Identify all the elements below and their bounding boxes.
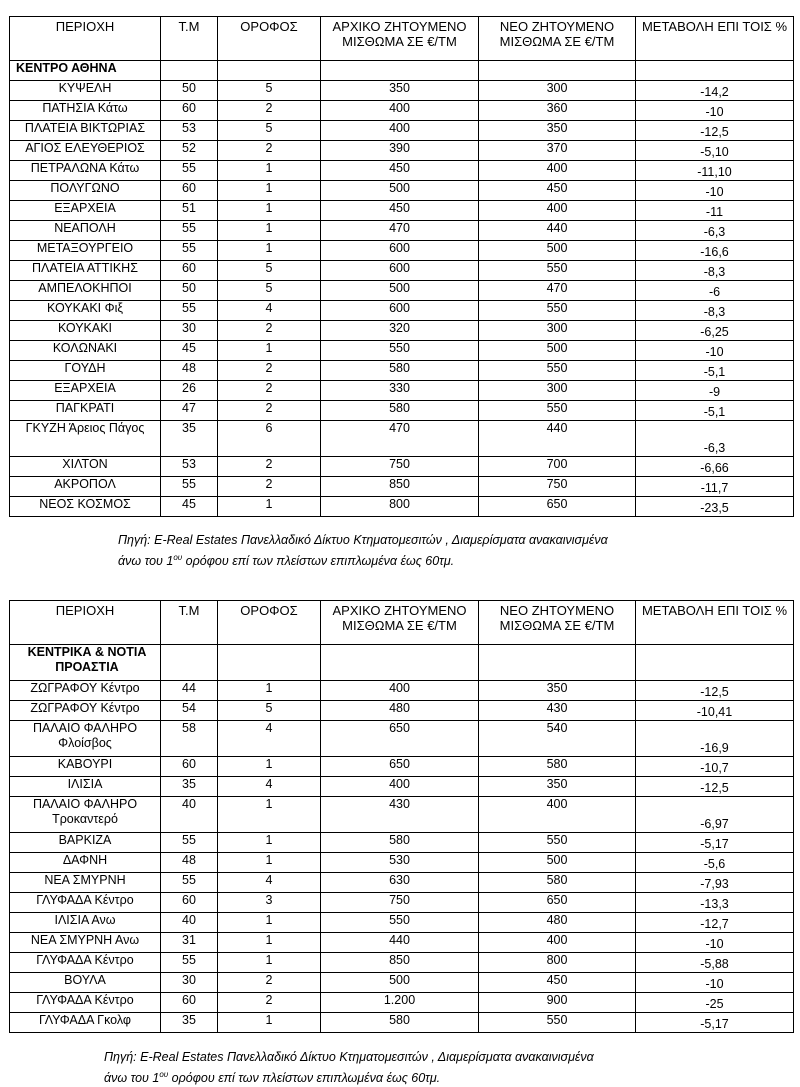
cell-floor: 1 [218, 1013, 321, 1033]
cell-area: ΑΜΠΕΛΟΚΗΠΟΙ [10, 281, 161, 301]
table-row [10, 141, 794, 161]
rent-table-southern-suburbs [9, 600, 794, 1033]
cell-sqm: 55 [161, 953, 218, 973]
cell-sqm: 60 [161, 261, 218, 281]
cell-change: -5,1 [636, 401, 794, 421]
cell-initial-rent: 600 [321, 301, 479, 321]
table-row [10, 281, 794, 301]
cell-floor: 5 [218, 121, 321, 141]
cell-new-rent: 550 [479, 261, 636, 281]
cell-area: ΙΛΙΣΙΑ [10, 777, 161, 797]
table-row [10, 797, 794, 833]
cell-change: -10,7 [636, 757, 794, 777]
cell-initial-rent: 320 [321, 321, 479, 341]
cell-sqm: 31 [161, 933, 218, 953]
cell-sqm: 47 [161, 401, 218, 421]
cell-initial-rent: 580 [321, 1013, 479, 1033]
cell-area: ΠΛΑΤΕΙΑ ΒΙΚΤΩΡΙΑΣ [10, 121, 161, 141]
empty-cell [636, 645, 794, 681]
cell-new-rent: 350 [479, 681, 636, 701]
cell-new-rent: 300 [479, 381, 636, 401]
header-sqm: Τ.Μ [161, 17, 218, 61]
cell-area: ΑΓΙΟΣ ΕΛΕΥΘΕΡΙΟΣ [10, 141, 161, 161]
table-row [10, 497, 794, 517]
cell-sqm: 40 [161, 797, 218, 833]
table-row [10, 853, 794, 873]
cell-floor: 2 [218, 381, 321, 401]
cell-sqm: 53 [161, 457, 218, 477]
cell-change: -14,2 [636, 81, 794, 101]
cell-initial-rent: 530 [321, 853, 479, 873]
table-row [10, 361, 794, 381]
cell-change: -25 [636, 993, 794, 1013]
cell-floor: 1 [218, 181, 321, 201]
cell-sqm: 30 [161, 973, 218, 993]
cell-area: ΚΑΒΟΥΡΙ [10, 757, 161, 777]
cell-initial-rent: 400 [321, 777, 479, 797]
section-title: ΚΕΝΤΡΙΚΑ & ΝΟΤΙΑ ΠΡΟΑΣΤΙΑ [10, 645, 161, 681]
cell-floor: 5 [218, 81, 321, 101]
cell-area: ΧΙΛΤΟΝ [10, 457, 161, 477]
empty-cell [636, 61, 794, 81]
cell-floor: 2 [218, 457, 321, 477]
header-change: ΜΕΤΑΒΟΛΗ ΕΠΙ ΤΟΙΣ % [636, 601, 794, 645]
cell-sqm: 30 [161, 321, 218, 341]
cell-floor: 2 [218, 993, 321, 1013]
cell-floor: 2 [218, 101, 321, 121]
cell-sqm: 48 [161, 361, 218, 381]
table-row [10, 81, 794, 101]
cell-sqm: 55 [161, 833, 218, 853]
header-new-rent: ΝΕΟ ΖΗΤΟΥΜΕΝΟ ΜΙΣΘΩΜΑ ΣΕ €/ΤΜ [479, 17, 636, 61]
cell-area: ΠΟΛΥΓΩΝΟ [10, 181, 161, 201]
table-row [10, 777, 794, 797]
table-row [10, 221, 794, 241]
cell-sqm: 40 [161, 913, 218, 933]
cell-floor: 1 [218, 933, 321, 953]
cell-area: ΓΛΥΦΑΔΑ Κέντρο [10, 953, 161, 973]
cell-change: -6,66 [636, 457, 794, 477]
cell-initial-rent: 630 [321, 873, 479, 893]
cell-sqm: 60 [161, 757, 218, 777]
cell-new-rent: 550 [479, 833, 636, 853]
cell-initial-rent: 550 [321, 913, 479, 933]
table-row [10, 101, 794, 121]
cell-new-rent: 580 [479, 873, 636, 893]
cell-initial-rent: 400 [321, 681, 479, 701]
section-title: ΚΕΝΤΡΟ ΑΘΗΝΑ [10, 61, 161, 81]
table-row [10, 301, 794, 321]
cell-area: ΒΟΥΛΑ [10, 973, 161, 993]
cell-sqm: 26 [161, 381, 218, 401]
source-note-line2a: άνω του 1 [104, 1071, 160, 1086]
cell-sqm: 51 [161, 201, 218, 221]
cell-initial-rent: 500 [321, 181, 479, 201]
cell-new-rent: 400 [479, 797, 636, 833]
cell-change: -10,41 [636, 701, 794, 721]
cell-sqm: 35 [161, 777, 218, 797]
cell-change: -6,3 [636, 421, 794, 457]
table-body [10, 645, 794, 1033]
cell-new-rent: 430 [479, 701, 636, 721]
cell-new-rent: 650 [479, 497, 636, 517]
table-row [10, 477, 794, 497]
cell-new-rent: 370 [479, 141, 636, 161]
empty-cell [218, 61, 321, 81]
cell-area: ΠΑΤΗΣΙΑ Κάτω [10, 101, 161, 121]
cell-new-rent: 650 [479, 893, 636, 913]
cell-sqm: 54 [161, 701, 218, 721]
source-note-sup: ου [159, 1070, 169, 1079]
cell-floor: 2 [218, 401, 321, 421]
cell-area: ΑΚΡΟΠΟΛ [10, 477, 161, 497]
cell-change: -11,10 [636, 161, 794, 181]
cell-sqm: 53 [161, 121, 218, 141]
cell-new-rent: 360 [479, 101, 636, 121]
cell-sqm: 35 [161, 1013, 218, 1033]
cell-initial-rent: 390 [321, 141, 479, 161]
cell-area: ΙΛΙΣΙΑ Ανω [10, 913, 161, 933]
cell-floor: 1 [218, 341, 321, 361]
cell-new-rent: 400 [479, 161, 636, 181]
cell-new-rent: 500 [479, 341, 636, 361]
cell-sqm: 55 [161, 873, 218, 893]
cell-sqm: 45 [161, 341, 218, 361]
table-row [10, 757, 794, 777]
cell-floor: 1 [218, 797, 321, 833]
cell-sqm: 55 [161, 161, 218, 181]
cell-sqm: 35 [161, 421, 218, 457]
cell-floor: 1 [218, 497, 321, 517]
cell-sqm: 60 [161, 101, 218, 121]
cell-change: -12,5 [636, 777, 794, 797]
cell-change: -10 [636, 933, 794, 953]
cell-sqm: 55 [161, 241, 218, 261]
cell-initial-rent: 600 [321, 241, 479, 261]
cell-floor: 1 [218, 161, 321, 181]
empty-cell [321, 645, 479, 681]
cell-new-rent: 470 [479, 281, 636, 301]
cell-sqm: 45 [161, 497, 218, 517]
cell-floor: 1 [218, 953, 321, 973]
cell-area: ΝΕΑΠΟΛΗ [10, 221, 161, 241]
cell-area: ΚΥΨΕΛΗ [10, 81, 161, 101]
cell-change: -6,97 [636, 797, 794, 833]
cell-initial-rent: 350 [321, 81, 479, 101]
cell-sqm: 60 [161, 993, 218, 1013]
cell-initial-rent: 500 [321, 973, 479, 993]
cell-floor: 5 [218, 701, 321, 721]
cell-floor: 2 [218, 321, 321, 341]
cell-floor: 1 [218, 221, 321, 241]
table-row [10, 993, 794, 1013]
cell-area: ΠΑΛΑΙΟ ΦΑΛΗΡΟ Τροκαντερό [10, 797, 161, 833]
cell-change: -5,1 [636, 361, 794, 381]
cell-area: ΠΛΑΤΕΙΑ ΑΤΤΙΚΗΣ [10, 261, 161, 281]
cell-new-rent: 300 [479, 321, 636, 341]
cell-initial-rent: 400 [321, 121, 479, 141]
cell-change: -10 [636, 973, 794, 993]
cell-initial-rent: 850 [321, 477, 479, 497]
table-row [10, 457, 794, 477]
cell-initial-rent: 580 [321, 361, 479, 381]
empty-cell [161, 645, 218, 681]
cell-initial-rent: 580 [321, 401, 479, 421]
cell-change: -5,10 [636, 141, 794, 161]
source-note [118, 531, 608, 570]
cell-change: -10 [636, 101, 794, 121]
source-note-line2 [104, 1066, 594, 1087]
header-area: ΠΕΡΙΟΧΗ [10, 17, 161, 61]
cell-change: -12,5 [636, 681, 794, 701]
cell-new-rent: 540 [479, 721, 636, 757]
cell-area: ΜΕΤΑΞΟΥΡΓΕΙΟ [10, 241, 161, 261]
cell-sqm: 44 [161, 681, 218, 701]
table-row [10, 381, 794, 401]
cell-change: -5,88 [636, 953, 794, 973]
cell-initial-rent: 750 [321, 893, 479, 913]
header-initial-rent: ΑΡΧΙΚΟ ΖΗΤΟΥΜΕΝΟ ΜΙΣΘΩΜΑ ΣΕ €/ΤΜ [321, 601, 479, 645]
source-note-line2b: ορόφου επί των πλείστων επιπλωμένα έως 60τμ. [182, 554, 455, 569]
cell-floor: 4 [218, 873, 321, 893]
cell-sqm: 55 [161, 221, 218, 241]
cell-initial-rent: 480 [321, 701, 479, 721]
cell-area: ΕΞΑΡΧΕΙΑ [10, 381, 161, 401]
cell-change: -8,3 [636, 301, 794, 321]
cell-area: ΝΕΟΣ ΚΟΣΜΟΣ [10, 497, 161, 517]
cell-floor: 1 [218, 757, 321, 777]
cell-sqm: 50 [161, 281, 218, 301]
cell-new-rent: 550 [479, 361, 636, 381]
cell-sqm: 60 [161, 181, 218, 201]
cell-area: ΔΑΦΝΗ [10, 853, 161, 873]
cell-initial-rent: 330 [321, 381, 479, 401]
cell-floor: 1 [218, 241, 321, 261]
cell-change: -13,3 [636, 893, 794, 913]
cell-new-rent: 550 [479, 301, 636, 321]
cell-area: ΝΕΑ ΣΜΥΡΝΗ [10, 873, 161, 893]
header-floor: ΟΡΟΦΟΣ [218, 17, 321, 61]
cell-sqm: 60 [161, 893, 218, 913]
header-sqm: Τ.Μ [161, 601, 218, 645]
source-note [104, 1048, 594, 1087]
cell-area: ΝΕΑ ΣΜΥΡΝΗ Ανω [10, 933, 161, 953]
cell-area: ΚΟΛΩΝΑΚΙ [10, 341, 161, 361]
header-change: ΜΕΤΑΒΟΛΗ ΕΠΙ ΤΟΙΣ % [636, 17, 794, 61]
cell-change: -5,17 [636, 1013, 794, 1033]
source-note-line1: Πηγή: E-Real Estates Πανελλαδικό Δίκτυο Κτηματομεσιτών , Διαμερίσματα ανακαινισμένα [104, 1050, 594, 1064]
table-row [10, 321, 794, 341]
cell-initial-rent: 650 [321, 757, 479, 777]
table-row [10, 261, 794, 281]
cell-floor: 1 [218, 853, 321, 873]
cell-initial-rent: 500 [321, 281, 479, 301]
cell-floor: 5 [218, 261, 321, 281]
header-area: ΠΕΡΙΟΧΗ [10, 601, 161, 645]
cell-new-rent: 500 [479, 241, 636, 261]
cell-change: -11 [636, 201, 794, 221]
cell-area: ΕΞΑΡΧΕΙΑ [10, 201, 161, 221]
cell-area: ΓΚΥΖΗ Άρειος Πάγος [10, 421, 161, 457]
cell-sqm: 52 [161, 141, 218, 161]
cell-area: ΖΩΓΡΑΦΟΥ Κέντρο [10, 701, 161, 721]
cell-area: ΚΟΥΚΑΚΙ [10, 321, 161, 341]
table-body [10, 61, 794, 517]
source-note-sup: ου [173, 553, 183, 562]
cell-initial-rent: 580 [321, 833, 479, 853]
cell-floor: 2 [218, 477, 321, 497]
cell-floor: 6 [218, 421, 321, 457]
cell-initial-rent: 470 [321, 221, 479, 241]
cell-new-rent: 580 [479, 757, 636, 777]
table-row [10, 893, 794, 913]
cell-floor: 2 [218, 973, 321, 993]
cell-initial-rent: 600 [321, 261, 479, 281]
table-row [10, 1013, 794, 1033]
table-row [10, 121, 794, 141]
empty-cell [218, 645, 321, 681]
cell-change: -6,25 [636, 321, 794, 341]
cell-area: ΓΛΥΦΑΔΑ Γκολφ [10, 1013, 161, 1033]
cell-floor: 3 [218, 893, 321, 913]
cell-initial-rent: 750 [321, 457, 479, 477]
table-row [10, 421, 794, 457]
cell-initial-rent: 470 [321, 421, 479, 457]
cell-new-rent: 800 [479, 953, 636, 973]
cell-floor: 1 [218, 913, 321, 933]
empty-cell [479, 61, 636, 81]
cell-new-rent: 450 [479, 181, 636, 201]
cell-initial-rent: 450 [321, 161, 479, 181]
rent-table-athens-center [9, 16, 794, 517]
cell-sqm: 55 [161, 477, 218, 497]
cell-change: -12,5 [636, 121, 794, 141]
cell-new-rent: 900 [479, 993, 636, 1013]
header-new-rent: ΝΕΟ ΖΗΤΟΥΜΕΝΟ ΜΙΣΘΩΜΑ ΣΕ €/ΤΜ [479, 601, 636, 645]
table-row [10, 913, 794, 933]
cell-change: -6,3 [636, 221, 794, 241]
table-row [10, 161, 794, 181]
cell-change: -5,17 [636, 833, 794, 853]
source-note-line2b: ορόφου επί των πλείστων επιπλωμένα έως 60τμ. [168, 1071, 441, 1086]
cell-new-rent: 400 [479, 933, 636, 953]
cell-change: -6 [636, 281, 794, 301]
cell-change: -10 [636, 341, 794, 361]
table-row [10, 973, 794, 993]
cell-new-rent: 550 [479, 401, 636, 421]
cell-new-rent: 300 [479, 81, 636, 101]
cell-sqm: 48 [161, 853, 218, 873]
cell-floor: 2 [218, 141, 321, 161]
table-row [10, 953, 794, 973]
empty-cell [161, 61, 218, 81]
table-row [10, 933, 794, 953]
table-row [10, 241, 794, 261]
header-initial-rent: ΑΡΧΙΚΟ ΖΗΤΟΥΜΕΝΟ ΜΙΣΘΩΜΑ ΣΕ €/ΤΜ [321, 17, 479, 61]
cell-change: -7,93 [636, 873, 794, 893]
cell-floor: 4 [218, 721, 321, 757]
cell-area: ΓΛΥΦΑΔΑ Κέντρο [10, 993, 161, 1013]
cell-new-rent: 400 [479, 201, 636, 221]
table-row [10, 873, 794, 893]
cell-new-rent: 750 [479, 477, 636, 497]
table-row [10, 201, 794, 221]
cell-area: ΓΛΥΦΑΔΑ Κέντρο [10, 893, 161, 913]
cell-initial-rent: 400 [321, 101, 479, 121]
table-row [10, 341, 794, 361]
cell-initial-rent: 650 [321, 721, 479, 757]
cell-new-rent: 350 [479, 777, 636, 797]
table-row [10, 181, 794, 201]
empty-cell [321, 61, 479, 81]
cell-floor: 4 [218, 777, 321, 797]
cell-new-rent: 350 [479, 121, 636, 141]
cell-new-rent: 500 [479, 853, 636, 873]
cell-new-rent: 450 [479, 973, 636, 993]
cell-initial-rent: 430 [321, 797, 479, 833]
cell-area: ΠΕΤΡΑΛΩΝΑ Κάτω [10, 161, 161, 181]
cell-area: ΓΟΥΔΗ [10, 361, 161, 381]
header-floor: ΟΡΟΦΟΣ [218, 601, 321, 645]
table-row [10, 833, 794, 853]
table-row [10, 681, 794, 701]
cell-area: ΖΩΓΡΑΦΟΥ Κέντρο [10, 681, 161, 701]
cell-initial-rent: 800 [321, 497, 479, 517]
cell-change: -10 [636, 181, 794, 201]
cell-floor: 1 [218, 201, 321, 221]
cell-change: -8,3 [636, 261, 794, 281]
cell-floor: 4 [218, 301, 321, 321]
cell-new-rent: 440 [479, 221, 636, 241]
source-note-line1: Πηγή: E-Real Estates Πανελλαδικό Δίκτυο Κτηματομεσιτών , Διαμερίσματα ανακαινισμένα [118, 533, 608, 547]
cell-change: -12,7 [636, 913, 794, 933]
cell-floor: 1 [218, 681, 321, 701]
cell-sqm: 55 [161, 301, 218, 321]
empty-cell [479, 645, 636, 681]
cell-new-rent: 550 [479, 1013, 636, 1033]
table-row [10, 721, 794, 757]
cell-new-rent: 700 [479, 457, 636, 477]
table-row [10, 401, 794, 421]
cell-new-rent: 480 [479, 913, 636, 933]
cell-floor: 2 [218, 361, 321, 381]
cell-change: -23,5 [636, 497, 794, 517]
cell-sqm: 58 [161, 721, 218, 757]
cell-new-rent: 440 [479, 421, 636, 457]
cell-change: -11,7 [636, 477, 794, 497]
table-row [10, 701, 794, 721]
cell-initial-rent: 450 [321, 201, 479, 221]
cell-sqm: 50 [161, 81, 218, 101]
cell-area: ΚΟΥΚΑΚΙ Φιξ [10, 301, 161, 321]
cell-change: -9 [636, 381, 794, 401]
cell-initial-rent: 850 [321, 953, 479, 973]
cell-initial-rent: 440 [321, 933, 479, 953]
cell-area: ΠΑΓΚΡΑΤΙ [10, 401, 161, 421]
cell-area: ΠΑΛΑΙΟ ΦΑΛΗΡΟ Φλοίσβος [10, 721, 161, 757]
cell-area: ΒΑΡΚΙΖΑ [10, 833, 161, 853]
source-note-line2a: άνω του 1 [118, 554, 174, 569]
cell-change: -16,9 [636, 721, 794, 757]
cell-change: -5,6 [636, 853, 794, 873]
cell-initial-rent: 550 [321, 341, 479, 361]
cell-initial-rent: 1.200 [321, 993, 479, 1013]
cell-floor: 5 [218, 281, 321, 301]
cell-change: -16,6 [636, 241, 794, 261]
source-note-line2 [118, 549, 608, 570]
cell-floor: 1 [218, 833, 321, 853]
